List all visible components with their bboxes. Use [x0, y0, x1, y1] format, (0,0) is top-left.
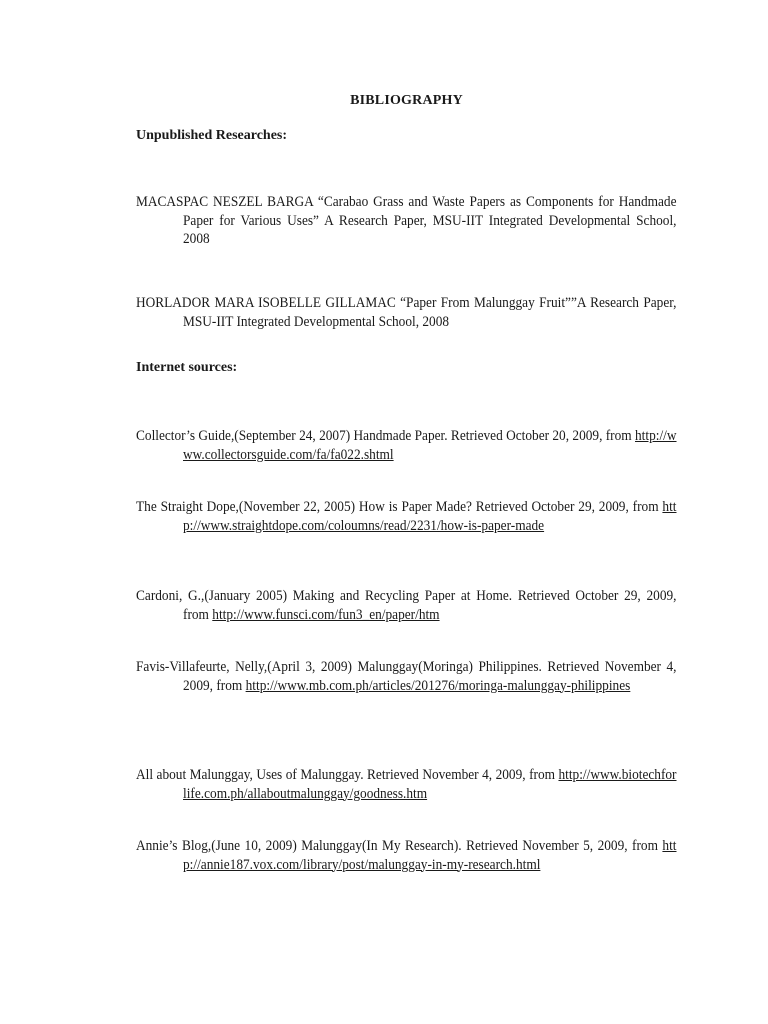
entry-text: HORLADOR MARA ISOBELLE GILLAMAC “Paper From Malunggay Fruit””A Research Paper, MSU-IIT Integrated Developmental School, 2008	[136, 295, 677, 330]
entry-link[interactable]: http://annie187.vox.com/library/post/malunggay-in-my-research.html	[183, 838, 677, 873]
entry-link[interactable]: http://www.collectorsguide.com/fa/fa022.shtml	[183, 428, 677, 463]
bibliography-entry	[136, 766, 677, 803]
entry-text: Cardoni, G.,(January 2005) Making and Recycling Paper at Home. Retrieved October 29, 2009, from	[136, 588, 677, 623]
section-heading-internet: Internet sources:	[136, 360, 238, 375]
section-heading-unpublished: Unpublished Researches:	[136, 128, 288, 143]
page-title: BIBLIOGRAPHY	[350, 93, 463, 108]
bibliography-entry	[136, 294, 677, 331]
entry-text: The Straight Dope,(November 22, 2005) How is Paper Made? Retrieved October 29, 2009, from	[136, 499, 663, 515]
bibliography-page	[136, 0, 677, 1024]
entry-text: All about Malunggay, Uses of Malunggay. Retrieved November 4, 2009, from	[136, 767, 559, 783]
bibliography-entry	[136, 498, 677, 535]
entry-text: Collector’s Guide,(September 24, 2007) Handmade Paper. Retrieved October 20, 2009, from	[136, 428, 636, 444]
entry-link[interactable]: http://www.straightdope.com/coloumns/read/2231/how-is-paper-made	[183, 499, 677, 534]
entry-text: Favis-Villafeurte, Nelly,(April 3, 2009) Malunggay(Moringa) Philippines. Retrieved November 4, 2009, from	[136, 659, 677, 694]
entry-text: MACASPAC NESZEL BARGA “Carabao Grass and Waste Papers as Components for Handmade Paper for Various Uses” A Research Paper, MSU-IIT Integrated Developmental School, 2008	[136, 194, 677, 247]
bibliography-entry	[136, 587, 677, 624]
bibliography-entry	[136, 837, 677, 874]
entry-link[interactable]: http://www.mb.com.ph/articles/201276/moringa-malunggay-philippines	[245, 677, 631, 694]
bibliography-entry	[136, 658, 677, 695]
entry-link[interactable]: http://www.funsci.com/fun3_en/paper/htm	[212, 606, 440, 623]
entry-text: Annie’s Blog,(June 10, 2009) Malunggay(In My Research). Retrieved November 5, 2009, from	[136, 838, 663, 854]
bibliography-entry	[136, 193, 677, 249]
bibliography-entry	[136, 427, 677, 464]
entry-link[interactable]: http://www.biotechforlife.com.ph/allaboutmalunggay/goodness.htm	[183, 767, 677, 802]
